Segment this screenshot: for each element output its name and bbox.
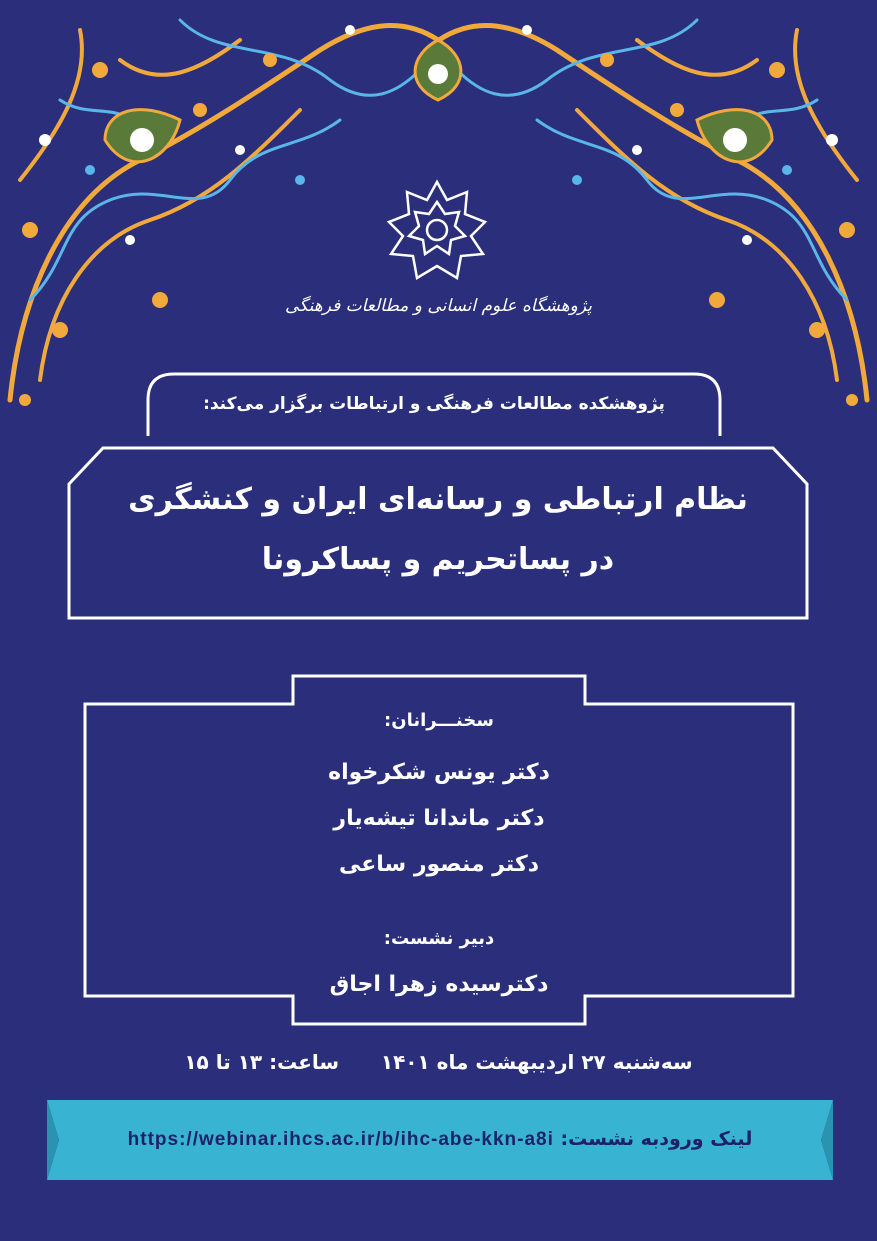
speakers-frame: [83, 674, 795, 1026]
join-link-banner: [47, 1100, 833, 1180]
event-time: ساعت: ۱۳ تا ۱۵: [184, 1050, 340, 1074]
secretary-name: دکترسیده زهرا اجاق: [329, 972, 549, 997]
join-link-row: [47, 1128, 833, 1151]
geometric-star-logo-icon: [385, 178, 489, 282]
host-banner: [146, 372, 722, 438]
title-frame: [67, 446, 809, 620]
institute-name: پژوهشگاه علوم انسانی و مطالعات فرهنگی: [285, 296, 592, 316]
speaker-name-1: دکتر یونس شکرخواه: [328, 760, 550, 785]
speaker-name-2: دکتر ماندانا تیشه‌یار: [333, 806, 545, 831]
speakers-label: سخنـــرانان:: [384, 710, 494, 731]
event-title-line-2: در پساتحریم و پساکرونا: [261, 542, 615, 577]
join-link-label: لینک ورودبه نشست:: [560, 1128, 753, 1150]
speaker-name-3: دکتر منصور ساعی: [339, 852, 539, 877]
host-text: پژوهشکده مطالعات فرهنگی و ارتباطات برگزار می‌کند:: [203, 394, 665, 414]
event-title-line-1: نظام ارتباطی و رسانه‌ای ایران و کنشگری: [128, 482, 748, 517]
join-link-url[interactable]: https://webinar.ihcs.ac.ir/b/ihc-abe-kkn-a8i: [127, 1129, 554, 1150]
event-schedule: [0, 1050, 877, 1074]
institute-logo: [385, 178, 489, 282]
event-date: سه‌شنبه ۲۷ اردیبهشت ماه ۱۴۰۱: [380, 1050, 693, 1074]
secretary-label: دبیر نشست:: [383, 928, 495, 949]
